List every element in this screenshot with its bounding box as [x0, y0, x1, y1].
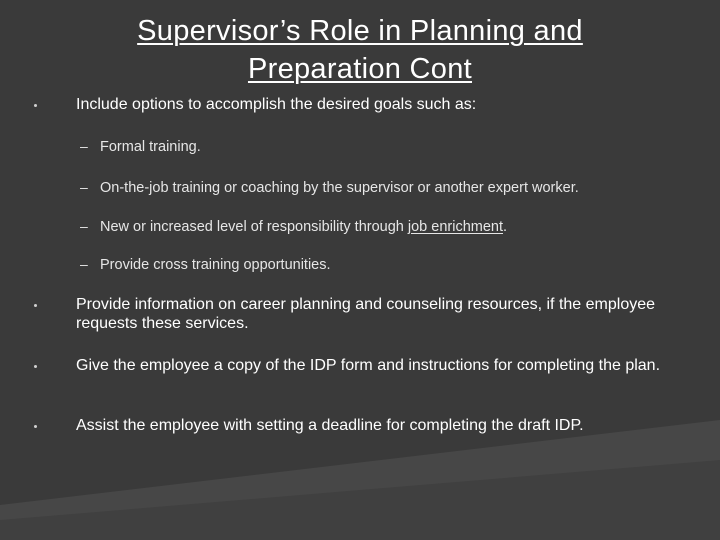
dash-icon: – [80, 179, 88, 195]
bullet-text-career: Provide information on career planning and counseling resources, if the employee requests these services. [76, 296, 656, 332]
sub-item-text-after: . [503, 219, 508, 235]
bullet-dot-icon [34, 365, 37, 368]
bullet-text-idp-form: Give the employee a copy of the IDP form and instructions for completing the plan. [76, 357, 661, 374]
bullet-dot-icon [34, 425, 37, 428]
sub-item-text-before: New or increased level of responsibility through [100, 219, 408, 235]
bullet-text-options: Include options to accomplish the desired goals such as: [76, 96, 477, 113]
sub-item-text: On-the-job training or coaching by the supervisor or another expert worker. [100, 180, 579, 196]
job-enrichment-link[interactable]: job enrichment [407, 219, 503, 235]
bullet-dot-icon [34, 304, 37, 307]
sub-item-text: Provide cross training opportunities. [100, 257, 331, 273]
dash-icon: – [80, 218, 88, 234]
bullet-dot-icon [34, 104, 37, 107]
sub-item-text-enrichment [100, 218, 690, 236]
dash-icon: – [80, 138, 88, 154]
sub-item-text: Formal training. [100, 139, 201, 155]
dash-icon: – [80, 256, 88, 272]
slide-title: Supervisor’s Role in Planning and Preparation Cont [137, 15, 583, 85]
bullet-text-deadline: Assist the employee with setting a deadline for completing the draft IDP. [76, 417, 584, 434]
